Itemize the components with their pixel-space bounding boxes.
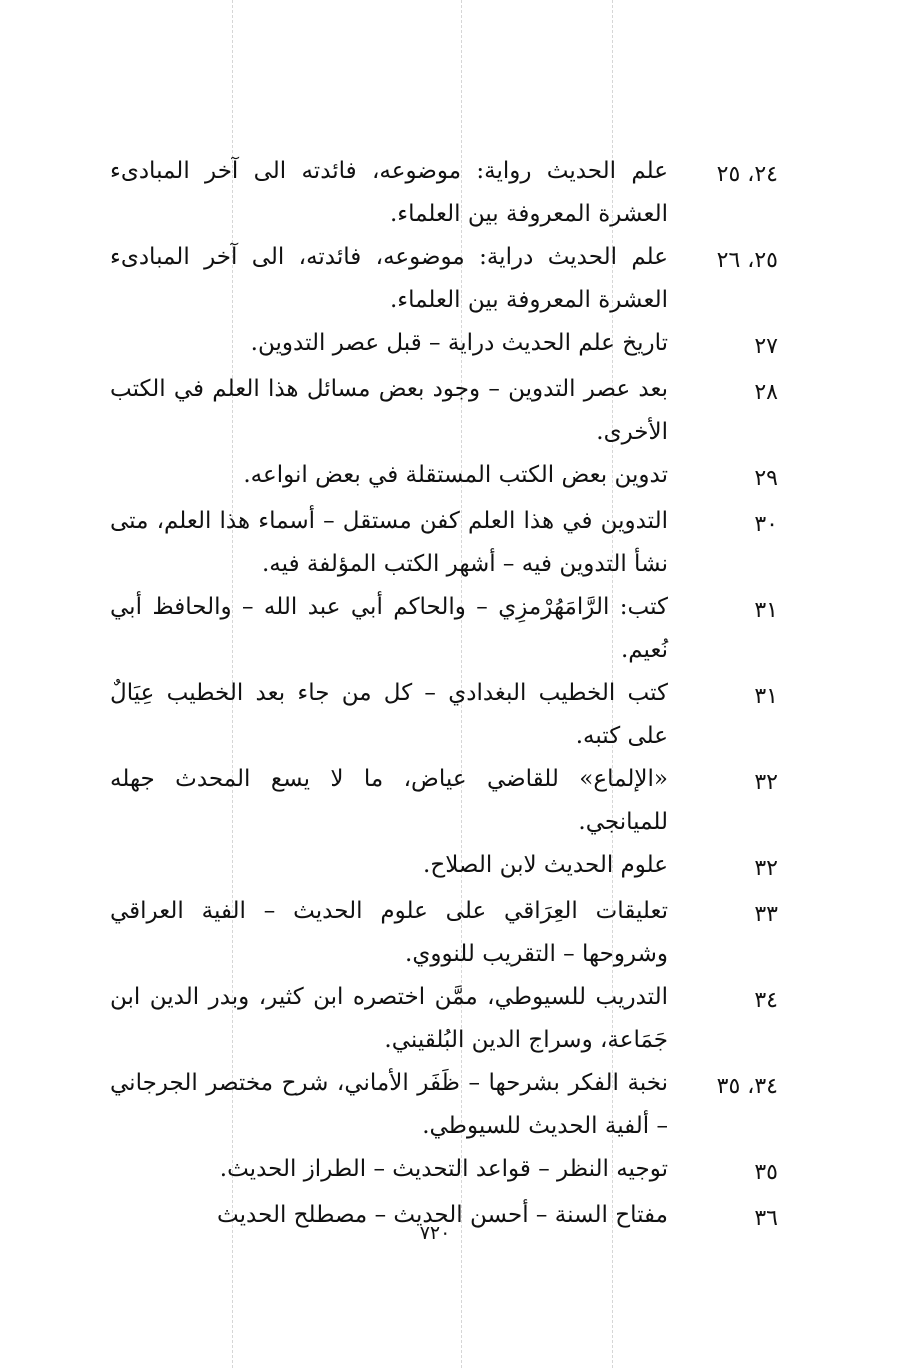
entry-text: تعليقات العِرَاقي على علوم الحديث – الفية العراقي وشروحها – التقريب للنووي. <box>110 898 668 967</box>
toc-entry <box>110 454 800 500</box>
table-of-contents <box>110 150 800 1240</box>
page-reference: ٢٧ <box>754 334 778 359</box>
entry-text: كتب الخطيب البغدادي – كل من جاء بعد الخطيب عِيَالٌ على كتبه. <box>110 680 668 749</box>
page-reference: ٢٤، ٢٥ <box>716 162 778 187</box>
entry-text: مفتاح السنة – أحسن الحديث – مصطلح الحديث <box>217 1202 668 1228</box>
page-reference: ٣٤، ٣٥ <box>716 1074 778 1099</box>
toc-entry <box>110 368 800 454</box>
toc-entry <box>110 844 800 890</box>
toc-entry <box>110 976 800 1062</box>
entry-text: علم الحديث دراية: موضوعه، فائدته، الى آخر المبادىء العشرة المعروفة بين العلماء. <box>110 244 668 313</box>
toc-entry <box>110 322 800 368</box>
page-reference: ٣٢ <box>754 770 778 795</box>
page-reference: ٣٥ <box>754 1160 778 1185</box>
page-reference: ٢٥، ٢٦ <box>716 248 778 273</box>
entry-text: نخبة الفكر بشرحها – ظَفَر الأماني، شرح مختصر الجرجاني – ألفية الحديث للسيوطي. <box>110 1070 668 1139</box>
entry-text: توجيه النظر – قواعد التحديث – الطراز الحديث. <box>219 1156 668 1182</box>
entry-text: علم الحديث رواية: موضوعه، فائدته الى آخر المبادىء العشرة المعروفة بين العلماء. <box>110 158 668 227</box>
page-reference: ٢٩ <box>754 466 778 491</box>
toc-entry <box>110 672 800 758</box>
toc-entry <box>110 500 800 586</box>
page-reference: ٣١ <box>754 598 778 623</box>
page-reference: ٣٣ <box>754 902 778 927</box>
entry-text: التدوين في هذا العلم كفن مستقل – أسماء هذا العلم، متى نشأ التدوين فيه – أشهر الكتب المؤلفة فيه. <box>110 508 668 577</box>
page-number: ٧٢٠ <box>419 1222 451 1244</box>
entry-text: تدوين بعض الكتب المستقلة في بعض انواعه. <box>243 462 668 488</box>
page-reference: ٣٦ <box>754 1206 778 1231</box>
toc-entry <box>110 1148 800 1194</box>
toc-entry <box>110 586 800 672</box>
entry-text: بعد عصر التدوين – وجود بعض مسائل هذا العلم في الكتب الأخرى. <box>110 376 668 445</box>
toc-entry <box>110 1062 800 1148</box>
entry-text: التدريب للسيوطي، ممَّن اختصره ابن كثير، وبدر الدين ابن جَمَاعة، وسراج الدين البُلقيني. <box>110 984 668 1053</box>
entry-text: «الإلماع» للقاضي عياض، ما لا يسع المحدث جهله للميانجي. <box>110 766 668 835</box>
toc-entry <box>110 890 800 976</box>
toc-entry <box>110 758 800 844</box>
entry-text: علوم الحديث لابن الصلاح. <box>423 852 668 878</box>
page-reference: ٢٨ <box>754 380 778 405</box>
entry-text: تاريخ علم الحديث دراية – قبل عصر التدوين. <box>250 330 668 356</box>
page-reference: ٣١ <box>754 684 778 709</box>
page-reference: ٣٤ <box>754 988 778 1013</box>
toc-entry <box>110 236 800 322</box>
page-reference: ٣٠ <box>754 512 778 537</box>
toc-entry <box>110 150 800 236</box>
entry-text: كتب: الرَّامَهُرْمزِي – والحاكم أبي عبد الله – والحافظ أبي نُعيم. <box>110 594 668 663</box>
page-reference: ٣٢ <box>754 856 778 881</box>
